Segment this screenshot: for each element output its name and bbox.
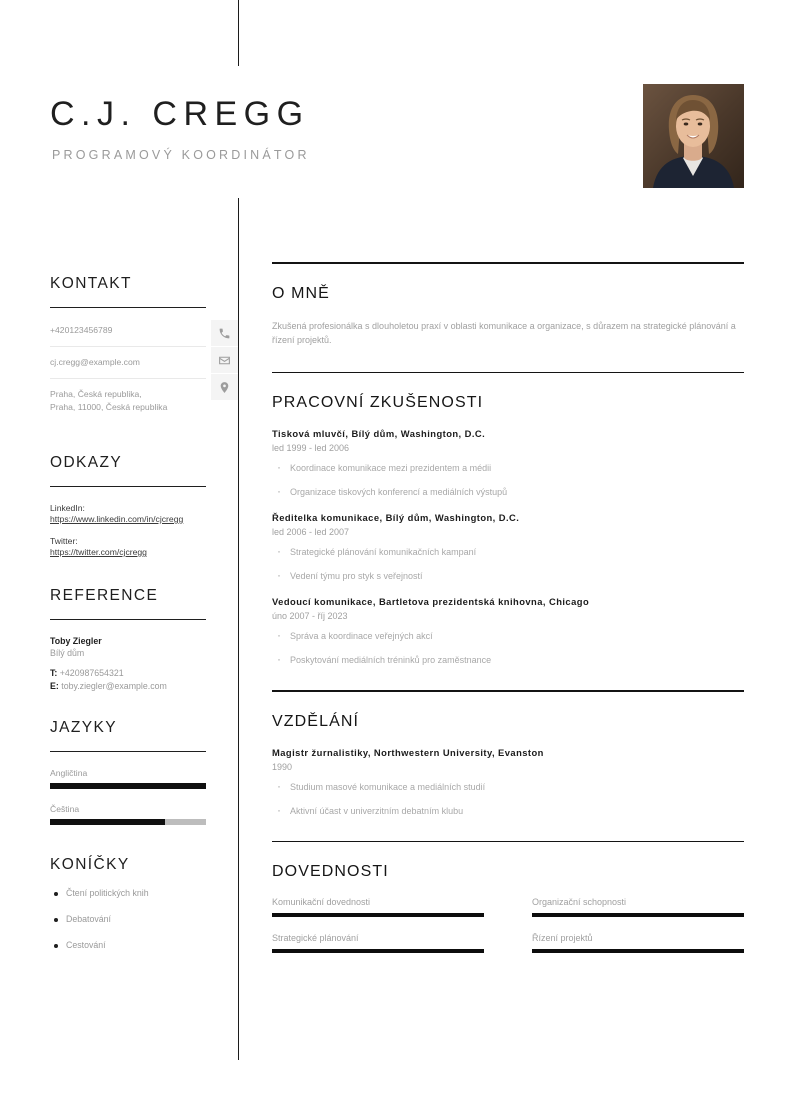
list-item: Cestování: [66, 940, 206, 950]
divider: [272, 841, 744, 843]
entry-bullet: · Vedení týmu pro styk s veřejností: [290, 570, 744, 582]
avatar: [643, 84, 744, 188]
skill-level-fill: [272, 913, 484, 917]
experience-entry: [272, 596, 744, 666]
sidebar-title-contact: KONTAKT: [50, 275, 132, 292]
email-icon: [211, 347, 238, 374]
sidebar-section-contact: [50, 275, 206, 423]
entry-title: Ředitelka komunikace, Bílý dům, Washington, D.C.: [272, 512, 520, 524]
skill-level-fill: [532, 949, 744, 953]
sidebar-section-languages: [50, 719, 206, 825]
divider: [50, 619, 206, 620]
entry-date: úno 2007 - říj 2023: [272, 611, 348, 622]
entry-bullet: · Aktivní účast v univerzitním debatním klubu: [290, 805, 744, 817]
section-title-skills: DOVEDNOSTI: [272, 863, 389, 881]
skill-level-track: [532, 913, 744, 917]
education-entry: [272, 747, 744, 817]
phone-icon: [211, 320, 238, 347]
language-level-track: [50, 819, 206, 825]
skill-level-fill: [272, 949, 484, 953]
language-level-track: [50, 783, 206, 789]
address-line-1: Praha, Česká republika,: [50, 389, 142, 399]
reference-phone: +420987654321: [59, 668, 124, 678]
divider: [272, 262, 744, 264]
experience-entry: [272, 428, 744, 498]
contact-icon-strip: [211, 320, 238, 400]
entry-date: led 1999 - led 2006: [272, 443, 350, 454]
contact-address: [50, 388, 206, 423]
link-label-linkedin: LinkedIn:: [50, 503, 85, 513]
skill-name: Řízení projektů: [532, 933, 593, 944]
language-level-fill: [50, 783, 206, 789]
link-label-twitter: Twitter:: [50, 536, 78, 546]
divider: [272, 372, 744, 374]
entry-date: led 2006 - led 2007: [272, 527, 350, 538]
section-title-experience: PRACOVNÍ ZKUŠENOSTI: [272, 394, 484, 412]
sidebar-title-hobbies: KONÍČKY: [50, 856, 130, 873]
list-item: Debatování: [66, 914, 206, 924]
divider: [50, 307, 206, 308]
section-experience: [272, 372, 744, 691]
skill-name: Strategické plánování: [272, 933, 359, 944]
entry-title: Tisková mluvčí, Bílý dům, Washington, D.C.: [272, 428, 486, 440]
language-item: [50, 768, 206, 789]
address-line-2: Praha, 11000, Česká republika: [50, 402, 168, 412]
section-title-about: O MNĚ: [272, 284, 330, 302]
skill-level-track: [532, 949, 744, 953]
vertical-divider-top: [238, 0, 239, 66]
reference-email: toby.ziegler@example.com: [61, 681, 167, 691]
section-about: [272, 262, 744, 348]
language-name: Čeština: [50, 804, 80, 814]
entry-bullet: · Studium masové komunikace a mediálních studií: [290, 781, 744, 793]
list-item: Čtení politických knih: [66, 888, 206, 898]
reference-email-label: E:: [50, 681, 59, 691]
reference-organization: Bílý dům: [50, 648, 85, 658]
skill-level-track: [272, 913, 484, 917]
skill-name: Komunikační dovednosti: [272, 897, 371, 908]
divider: [50, 751, 206, 752]
skill-level-track: [272, 949, 484, 953]
sidebar: [50, 275, 206, 966]
entry-bullet: · Poskytování mediálních tréninků pro zaměstnance: [290, 654, 744, 666]
reference-phone-label: T:: [50, 668, 58, 678]
location-icon: [211, 374, 238, 400]
skill-item: [272, 933, 484, 953]
skills-grid: [272, 897, 744, 969]
job-title: PROGRAMOVÝ KOORDINÁTOR: [52, 148, 310, 162]
sidebar-title-reference: REFERENCE: [50, 587, 159, 604]
vertical-divider-bottom: [238, 198, 239, 1060]
experience-entry: [272, 512, 744, 582]
main-content: [272, 262, 744, 969]
resume-header: [0, 70, 794, 195]
contact-phone: +420123456789: [50, 324, 206, 347]
entry-bullet: · Koordinace komunikace mezi prezidentem a médii: [290, 462, 744, 474]
skill-level-fill: [532, 913, 744, 917]
link-url-linkedin[interactable]: https://www.linkedin.com/in/cjcregg: [50, 514, 184, 524]
sidebar-section-hobbies: [50, 856, 206, 950]
language-item: [50, 804, 206, 825]
section-skills: [272, 841, 744, 970]
skill-item: [532, 897, 744, 917]
entry-bullet: · Správa a koordinace veřejných akcí: [290, 630, 744, 642]
sidebar-title-links: ODKAZY: [50, 454, 123, 471]
sidebar-section-links: [50, 454, 206, 559]
reference-name: Toby Ziegler: [50, 636, 102, 646]
contact-email: cj.cregg@example.com: [50, 356, 206, 379]
entry-title: Magistr žurnalistiky, Northwestern University, Evanston: [272, 746, 544, 758]
about-text: Zkušená profesionálka s dlouholetou praxí v oblasti komunikace a organizace, s důrazem na strategické plánování a řízení projektů.: [272, 320, 736, 346]
reference-contact: [50, 667, 206, 693]
entry-bullet: · Strategické plánování komunikačních kampaní: [290, 546, 744, 558]
section-education: [272, 690, 744, 841]
language-name: Angličtina: [50, 768, 88, 778]
entry-date: 1990: [272, 761, 293, 772]
skill-item: [272, 897, 484, 917]
section-title-education: VZDĚLÁNÍ: [272, 712, 360, 730]
link-url-twitter[interactable]: https://twitter.com/cjcregg: [50, 547, 147, 557]
language-level-fill: [50, 819, 165, 825]
sidebar-section-reference: [50, 587, 206, 693]
entry-bullet: · Organizace tiskových konferencí a mediálních výstupů: [290, 486, 744, 498]
sidebar-title-languages: JAZYKY: [50, 719, 117, 736]
skill-item: [532, 933, 744, 953]
divider: [272, 690, 744, 692]
page-title: C.J. CREGG: [50, 95, 310, 133]
entry-title: Vedoucí komunikace, Bartletova prezidentská knihovna, Chicago: [272, 596, 590, 608]
skill-name: Organizační schopnosti: [532, 897, 627, 908]
divider: [50, 486, 206, 487]
